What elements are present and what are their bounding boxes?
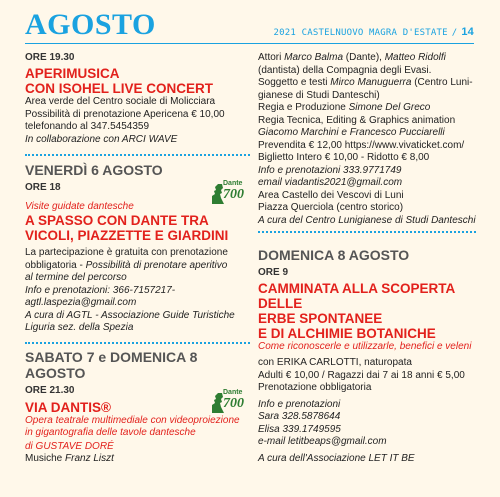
event-venue: Area verde del Centro sociale di Molicciara	[25, 96, 216, 107]
section-divider	[25, 342, 250, 344]
event-text: obbligatoria - Possibilità di prenotare aperitivo	[25, 259, 228, 271]
dante-profile-icon	[210, 182, 224, 204]
event-time: ORE 9	[258, 267, 289, 278]
event-music: Musiche Franz Liszt	[25, 452, 114, 464]
header-rule	[25, 43, 474, 44]
event-info: telefonando al 347.5454359	[25, 121, 150, 132]
dante-profile-icon	[210, 391, 224, 413]
ticket-presale: Prevendita € 12,00 https://www.vivaticket.com/	[258, 139, 465, 151]
event-text: Prenotazione obbligatoria	[258, 382, 372, 393]
event-organizer: Liguria sez. della Spezia	[25, 322, 134, 333]
event-contact: Sara 328.5878644	[258, 411, 341, 422]
contact-email: email viadantis2021@gmail.com	[258, 177, 403, 188]
dante700-logo	[210, 389, 246, 415]
left-column	[25, 52, 250, 465]
event-text: con ERIKA CARLOTTI, naturopata	[258, 357, 412, 368]
event-text: al termine del percorso	[25, 272, 127, 283]
page-number: 14	[461, 26, 474, 38]
event-time: ORE 19.30	[25, 52, 75, 63]
event-contact: Elisa 339.1749595	[258, 423, 341, 435]
cast-line: Regia Tecnica, Editing & Graphics animation	[258, 114, 456, 126]
day-heading: VENERDÌ 6 AGOSTO	[25, 162, 163, 178]
venue: Piazza Querciola (centro storico)	[258, 202, 404, 213]
event-info: Possibilità di prenotazione Apericena € 10,00	[25, 108, 225, 120]
organizer: A cura del Centro Lunigianese di Studi Danteschi	[258, 214, 476, 226]
page-header	[0, 0, 500, 50]
event-title: VIA DANTIS®	[25, 399, 111, 415]
right-column	[258, 52, 476, 465]
logo-number: 700	[223, 395, 244, 411]
cast-line: Regia e Produzione Simone Del Greco	[258, 102, 431, 113]
event-title: CAMMINATA ALLA SCOPERTA DELLE	[258, 281, 455, 311]
event-title: E DI ALCHIMIE BOTANICHE	[258, 326, 436, 341]
event-title: VICOLI, PIAZZETTE E GIARDINI	[25, 228, 229, 243]
section-divider	[25, 154, 250, 156]
venue: Area Castello dei Vescovi di Luni	[258, 189, 404, 201]
cast-line: (dantista) della Compagnia degli Evasi.	[258, 64, 432, 76]
event-contact: Info e prenotazioni	[258, 398, 341, 410]
event-via-dantis	[25, 385, 250, 466]
event-subtitle: Come riconoscerle e utilizzarle, benefici e veleni	[258, 341, 472, 352]
event-collab: In collaborazione con ARCI WAVE	[25, 133, 178, 145]
ticket-price: Biglietto Intero € 10,00 - Ridotto € 8,00	[258, 152, 430, 163]
month-title: AGOSTO	[25, 8, 156, 41]
section-divider	[258, 231, 476, 233]
event-spasso-dante	[25, 182, 250, 335]
logo-number: 700	[223, 187, 244, 202]
event-price: Adulti € 10,00 / Ragazzi dai 7 ai 18 anni € 5,00	[258, 369, 465, 381]
event-title: A SPASSO CON DANTE TRA	[25, 213, 209, 228]
cast-line: Giacomo Marchini e Francesco Pucciarelli	[258, 127, 445, 138]
cast-line: Attori Marco Balma (Dante), Matteo Ridolfi	[258, 52, 446, 63]
slash-divider: /	[451, 28, 458, 38]
event-title: CON ISOHEL LIVE CONCERT	[25, 81, 214, 96]
cast-line: Soggetto e testi Mirco Manuguerra (Centro Luni-	[258, 77, 473, 88]
day-heading: SABATO 7 e DOMENICA 8 AGOSTO	[25, 348, 198, 381]
event-time: ORE 18	[25, 182, 61, 193]
event-camminata	[258, 267, 476, 465]
event-subtitle: Visite guidate dantesche	[25, 201, 134, 212]
event-title: APERIMUSICA	[25, 66, 120, 81]
event-text: La partecipazione è gratuita con prenotazione	[25, 247, 228, 258]
event-email: e-mail letitbeaps@gmail.com	[258, 436, 387, 447]
event-subtitle: Opera teatrale multimediale con videoproiezione	[25, 414, 240, 426]
issue-text: 2021 CASTELNUOVO MAGRA D'ESTATE	[273, 28, 448, 38]
event-organizer: A cura di AGTL - Associazione Guide Turistiche	[25, 309, 235, 321]
event-aperimusica	[25, 52, 250, 146]
event-subtitle: in gigantografia delle tavole dantesche	[25, 426, 196, 438]
logo-word: Dante	[223, 388, 243, 396]
day-heading: DOMENICA 8 AGOSTO	[258, 247, 410, 263]
contact-phone: Info e prenotazioni 333.9771749	[258, 164, 402, 176]
cast-line: gianese di Studi Danteschi)	[258, 89, 380, 101]
dante700-logo	[210, 180, 246, 206]
logo-word: Dante	[223, 180, 243, 187]
issue-label	[274, 26, 474, 38]
event-time: ORE 21.30	[25, 384, 75, 396]
event-author: di GUSTAVE DORÉ	[25, 440, 114, 452]
event-title: ERBE SPONTANEE	[258, 311, 383, 326]
event-organizer: A cura dell'Associazione LET IT BE	[258, 452, 415, 464]
event-email: agtl.laspezia@gmail.com	[25, 297, 137, 308]
event-contact: Info e prenotazioni: 366-7157217-	[25, 284, 176, 296]
